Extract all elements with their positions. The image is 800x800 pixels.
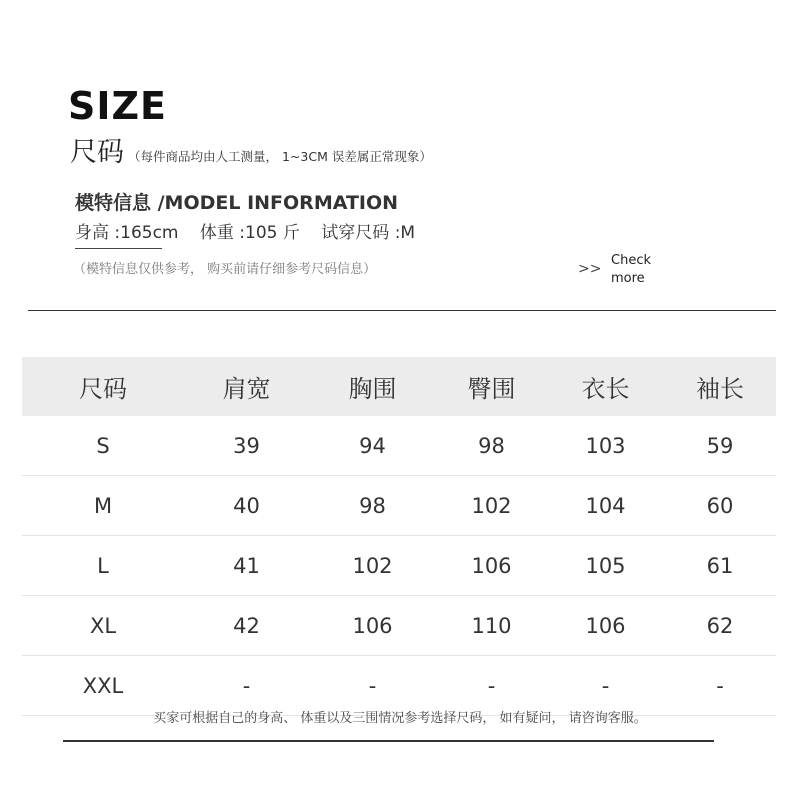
table-row bbox=[22, 416, 776, 476]
model-note: （模特信息仅供参考， 购买前请仔细参考尺码信息） bbox=[73, 262, 377, 277]
model-height: 身高 :165cm bbox=[75, 223, 179, 243]
table-cell: 102 bbox=[309, 536, 436, 596]
table-cell: - bbox=[309, 656, 436, 716]
chevron-right-icon[interactable]: >> bbox=[578, 261, 602, 277]
table-cell: 61 bbox=[664, 536, 776, 596]
table-cell: 62 bbox=[664, 596, 776, 656]
table-cell: 110 bbox=[436, 596, 547, 656]
table-cell: 105 bbox=[547, 536, 664, 596]
table-cell: M bbox=[22, 476, 184, 536]
table-cell: - bbox=[184, 656, 309, 716]
table-cell: 106 bbox=[547, 596, 664, 656]
size-cn-label: 尺码 bbox=[70, 137, 124, 168]
footer-note: 买家可根据自己的身高、 体重以及三围情况参考选择尺码， 如有疑问， 请咨询客服。 bbox=[153, 711, 647, 726]
size-title: SIZE bbox=[68, 84, 168, 128]
model-weight: 体重 :105 斤 bbox=[199, 223, 300, 243]
column-header: 臀围 bbox=[436, 357, 547, 416]
size-subtitle bbox=[70, 130, 432, 169]
table-cell: 106 bbox=[309, 596, 436, 656]
table-row bbox=[22, 536, 776, 596]
measurement-note: （每件商品均由人工测量， 1~3CM 误差属正常现象） bbox=[128, 149, 432, 164]
table-cell: - bbox=[664, 656, 776, 716]
model-underline bbox=[75, 248, 162, 249]
table-cell: XL bbox=[22, 596, 184, 656]
table-cell: 104 bbox=[547, 476, 664, 536]
table-header-row bbox=[22, 357, 776, 416]
table-row bbox=[22, 596, 776, 656]
table-row bbox=[22, 476, 776, 536]
check-more-link[interactable]: Check more bbox=[611, 253, 651, 286]
size-table bbox=[22, 357, 776, 716]
table-cell: 103 bbox=[547, 416, 664, 476]
table-cell: L bbox=[22, 536, 184, 596]
table-cell: - bbox=[547, 656, 664, 716]
table-cell: 40 bbox=[184, 476, 309, 536]
table-cell: 98 bbox=[436, 416, 547, 476]
table-cell: 98 bbox=[309, 476, 436, 536]
column-header: 胸围 bbox=[309, 357, 436, 416]
model-stats bbox=[75, 218, 431, 243]
table-cell: 60 bbox=[664, 476, 776, 536]
table-cell: - bbox=[436, 656, 547, 716]
table-cell: 106 bbox=[436, 536, 547, 596]
table-cell: 59 bbox=[664, 416, 776, 476]
table-cell: 94 bbox=[309, 416, 436, 476]
table-cell: 102 bbox=[436, 476, 547, 536]
table-cell: 39 bbox=[184, 416, 309, 476]
table-cell: S bbox=[22, 416, 184, 476]
divider bbox=[28, 310, 776, 311]
table-cell: XXL bbox=[22, 656, 184, 716]
column-header: 衣长 bbox=[547, 357, 664, 416]
table-cell: 42 bbox=[184, 596, 309, 656]
column-header: 袖长 bbox=[664, 357, 776, 416]
model-try-size: 试穿尺码 :M bbox=[321, 223, 416, 243]
column-header: 肩宽 bbox=[184, 357, 309, 416]
divider bbox=[63, 740, 714, 742]
table-cell: 41 bbox=[184, 536, 309, 596]
model-info-title: 模特信息 /MODEL INFORMATION bbox=[75, 192, 399, 214]
column-header: 尺码 bbox=[22, 357, 184, 416]
